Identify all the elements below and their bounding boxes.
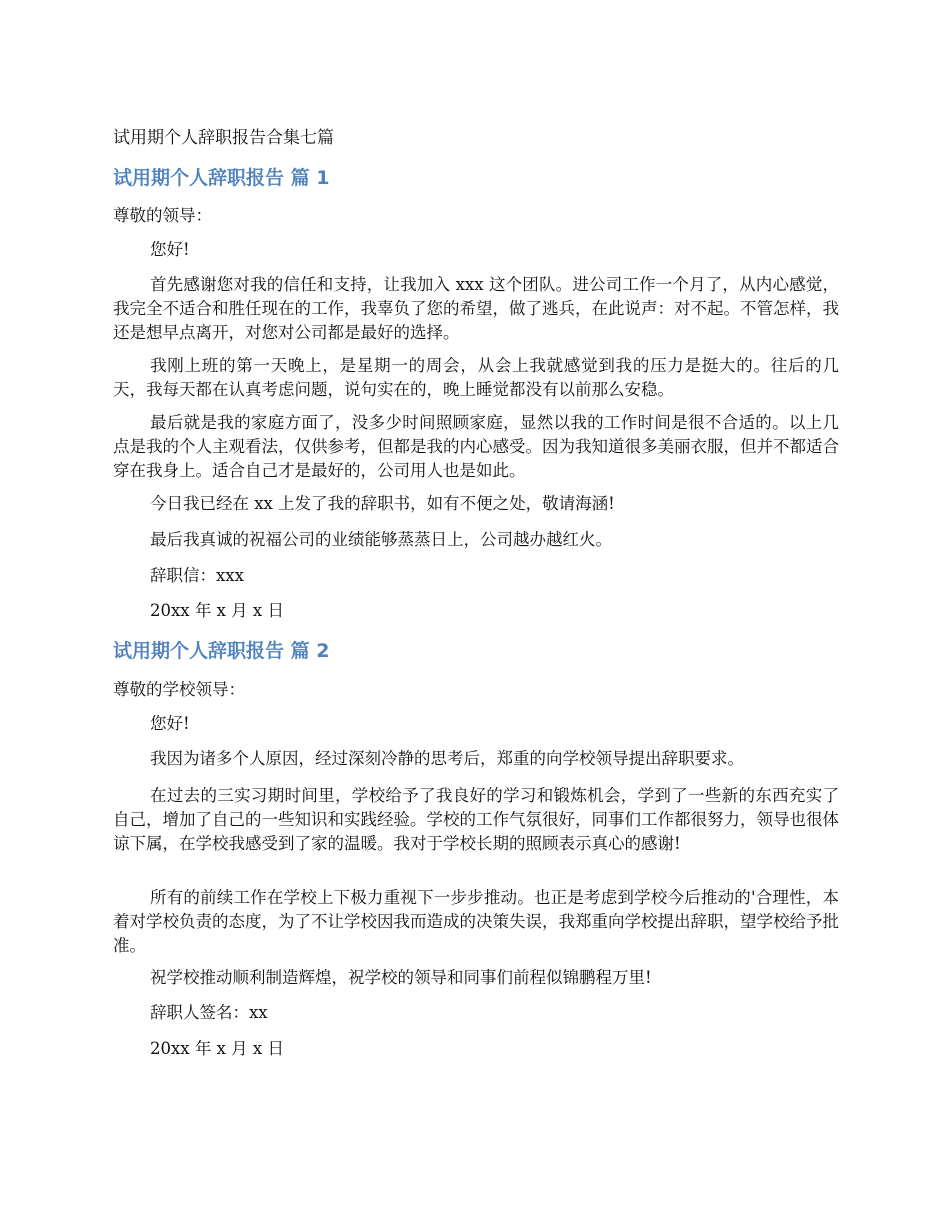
body-paragraph: 我因为诸多个人原因，经过深刻冷静的思考后，郑重的向学校领导提出辞职要求。 bbox=[150, 749, 744, 768]
date-line-2: 20xx 年 x 月 x 日 bbox=[150, 1039, 284, 1058]
greeting-1: 您好! bbox=[150, 240, 190, 259]
body-paragraph: 最后就是我的家庭方面了，没多少时间照顾家庭，显然以我的工作时间是很不合适的。以上几点是我的个人主观看法，仅供参考，但都是我的内心感受。因为我知道很多美丽衣服，但并不都适合穿在我身上。适合自己才是最好的，公司用人也是如此。 bbox=[113, 413, 839, 480]
section-heading-1: 试用期个人辞职报告 篇 1 bbox=[113, 167, 330, 189]
body-paragraph: 首先感谢您对我的信任和支持，让我加入 xxx 这个团队。进公司工作一个月了，从内心感觉，我完全不适合和胜任现在的工作，我辜负了您的希望，做了逃兵，在此说声：对不起。不管怎样，我还是想早点离开，对您对公司都是最好的选择。 bbox=[113, 275, 839, 342]
signature-line-1: 辞职信：xxx bbox=[150, 566, 244, 585]
salutation-2: 尊敬的学校领导： bbox=[113, 680, 245, 699]
body-paragraph: 我刚上班的第一天晚上，是星期一的周会，从会上我就感觉到我的压力是挺大的。往后的几天，我每天都在认真考虑问题，说句实在的，晚上睡觉都没有以前那么安稳。 bbox=[113, 356, 839, 399]
body-paragraph: 祝学校推动顺利制造辉煌，祝学校的领导和同事们前程似锦鹏程万里! bbox=[150, 968, 652, 987]
body-paragraph: 所有的前续工作在学校上下极力重视下一步步推动。也正是考虑到学校今后推动的'合理性，本着对学校负责的态度，为了不让学校因我而造成的决策失误，我郑重向学校提出辞职，望学校给予批准。 bbox=[113, 888, 839, 955]
body-paragraph: 最后我真诚的祝福公司的业绩能够蒸蒸日上，公司越办越红火。 bbox=[150, 530, 612, 549]
date-line-1: 20xx 年 x 月 x 日 bbox=[150, 601, 284, 620]
greeting-2: 您好! bbox=[150, 714, 190, 733]
document-title: 试用期个人辞职报告合集七篇 bbox=[113, 128, 334, 148]
body-paragraph: 今日我已经在 xx 上发了我的辞职书，如有不便之处，敬请海涵! bbox=[150, 494, 615, 513]
signature-line-2: 辞职人签名：xx bbox=[150, 1003, 268, 1022]
body-paragraph: 在过去的三实习期时间里，学校给予了我良好的学习和锻炼机会，学到了一些新的东西充实了自己，增加了自己的一些知识和实践经验。学校的工作气氛很好，同事们工作都很努力，领导也很体谅下属，在学校我感受到了家的温暖。我对于学校长期的照顾表示真心的感谢! bbox=[113, 786, 839, 853]
salutation-1: 尊敬的领导： bbox=[113, 206, 212, 225]
section-heading-2: 试用期个人辞职报告 篇 2 bbox=[113, 640, 330, 662]
